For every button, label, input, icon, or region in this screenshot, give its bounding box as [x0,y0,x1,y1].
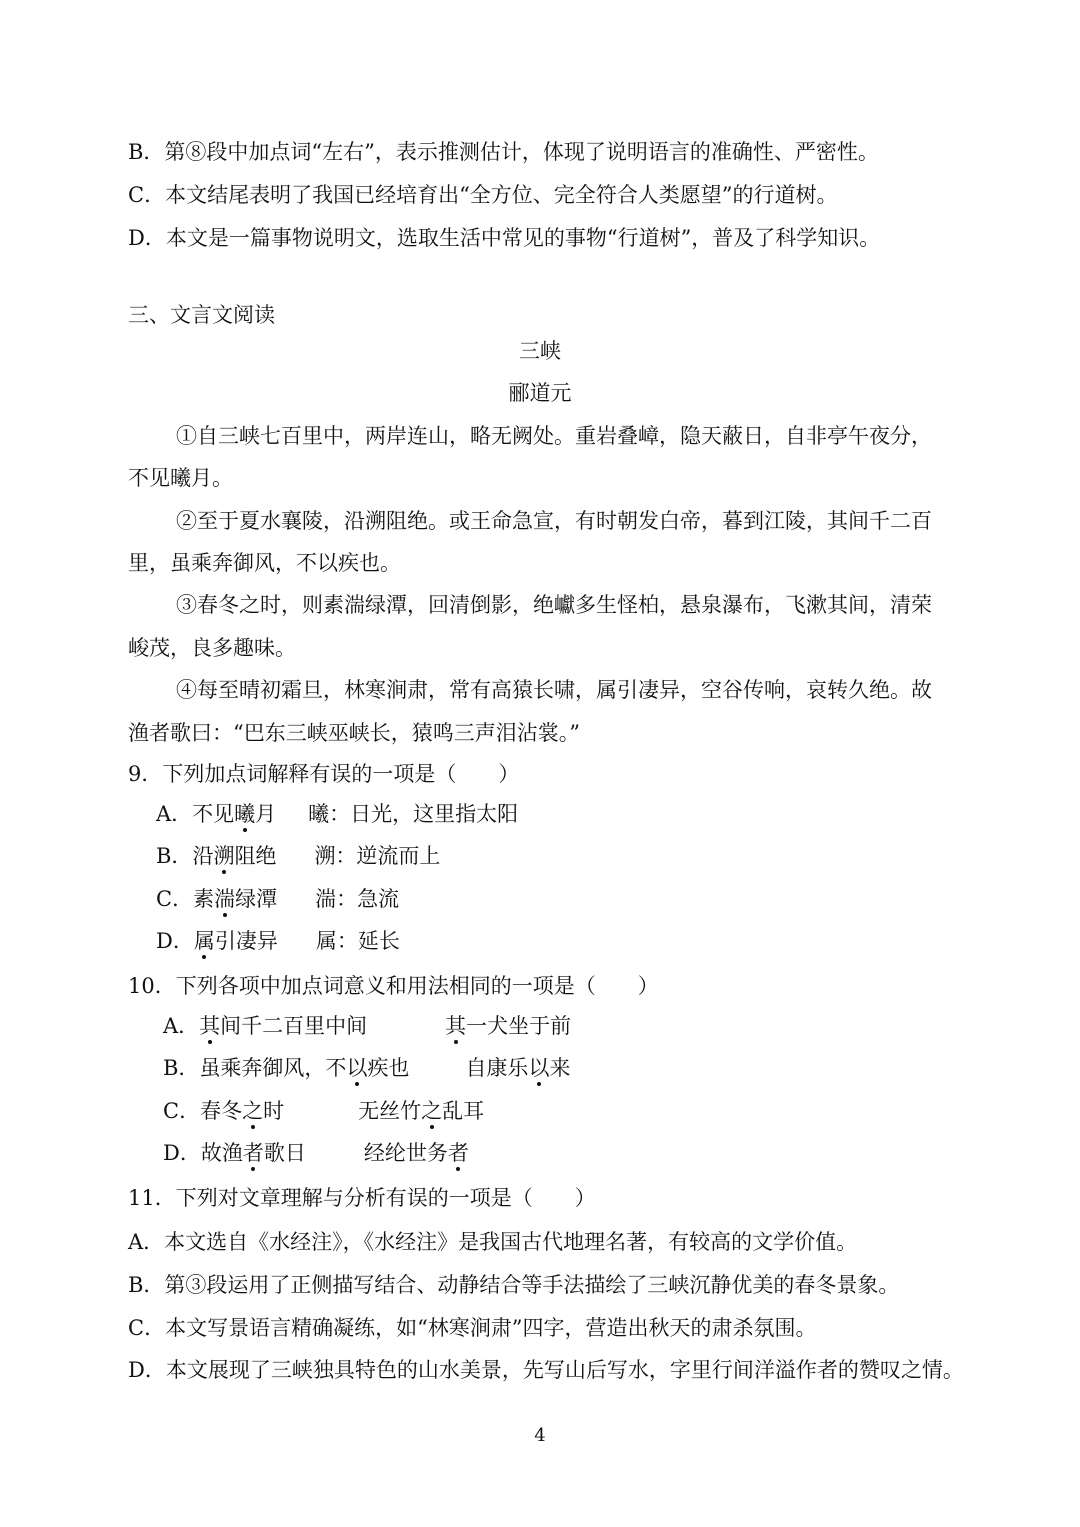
emphasis-dot: 湍 [214,887,236,911]
q10-option-b: B．虽乘奔御风，不以疾也 自康乐以来 [163,1056,571,1080]
q9-option-a: A．不见曦月 曦：日光，这里指太阳 [156,802,519,826]
emphasis-dot: 曦 [234,802,256,826]
emphasis-dot: 其 [199,1014,221,1038]
prev-option-d: D．本文是一篇事物说明文，选取生活中常见的事物“行道树”，普及了科学知识。 [128,226,881,250]
emphasis-dot: 属 [193,929,215,953]
passage-p4-line1: ④每至晴初霜旦，林寒涧肃，常有高猿长啸，属引凄异，空谷传响，哀转久绝。故 [176,678,932,702]
q10-option-c: C．春冬之时 无丝竹之乱耳 [163,1099,485,1123]
prev-option-c: C．本文结尾表明了我国已经培育出“全方位、完全符合人类愿望”的行道树。 [128,183,838,207]
passage-p1-line2: 不见曦月。 [128,466,233,490]
q11-option-d: D．本文展现了三峡独具特色的山水美景，先写山后写水，字里行间洋溢作者的赞叹之情。 [128,1358,964,1382]
q11-option-c: C．本文写景语言精确凝练，如“林寒涧肃”四字，营造出秋天的肃杀氛围。 [128,1316,817,1340]
passage-p4-line2: 渔者歌曰：“巴东三峡巫峡长，猿鸣三声泪沾裳。” [128,721,580,745]
page-number: 4 [534,1425,546,1446]
prev-option-b: B．第⑧段中加点词“左右”，表示推测估计，体现了说明语言的准确性、严密性。 [128,140,879,164]
section-heading: 三、文言文阅读 [128,303,275,327]
q10-stem: 10．下列各项中加点词意义和用法相同的一项是（ ） [128,974,659,998]
q9-option-c: C．素湍绿潭 湍：急流 [156,887,400,911]
emphasis-dot: 其 [445,1014,467,1038]
q9-option-b: B．沿溯阻绝 溯：逆流而上 [156,844,441,868]
q11-option-b: B．第③段运用了正侧描写结合、动静结合等手法描绘了三峡沉静优美的春冬景象。 [128,1273,900,1297]
emphasis-dot: 溯 [213,844,235,868]
q9-stem: 9．下列加点词解释有误的一项是（ ） [128,762,520,786]
q9-option-d: D．属引凄异 属：延长 [156,929,400,953]
q11-stem: 11．下列对文章理解与分析有误的一项是（ ） [128,1186,596,1210]
q11-option-a: A．本文选自《水经注》，《水经注》是我国古代地理名著，有较高的文学价值。 [128,1230,858,1254]
emphasis-dot: 之 [242,1099,264,1123]
emphasis-dot: 者 [242,1141,264,1165]
passage-title: 三峡 [519,339,561,363]
passage-p3-line1: ③春冬之时，则素湍绿潭，回清倒影，绝巘多生怪柏，悬泉瀑布，飞漱其间，清荣 [176,593,932,617]
q10-option-d: D．故渔者歌日 经纶世务者 [163,1141,469,1165]
passage-p2-line2: 里，虽乘奔御风，不以疾也。 [128,551,401,575]
emphasis-dot: 之 [421,1099,443,1123]
passage-p3-line2: 峻茂，良多趣味。 [128,636,296,660]
emphasis-dot: 以 [528,1056,550,1080]
passage-p1-line1: ①自三峡七百里中，两岸连山，略无阙处。重岩叠嶂，隐天蔽日，自非亭午夜分， [176,424,932,448]
passage-author: 郦道元 [508,381,572,405]
emphasis-dot: 者 [447,1141,469,1165]
emphasis-dot: 以 [346,1056,368,1080]
q10-option-a: A．其间千二百里中间 其一犬坐于前 [163,1014,572,1038]
passage-p2-line1: ②至于夏水襄陵，沿溯阻绝。或王命急宣，有时朝发白帝，暮到江陵，其间千二百 [176,509,932,533]
